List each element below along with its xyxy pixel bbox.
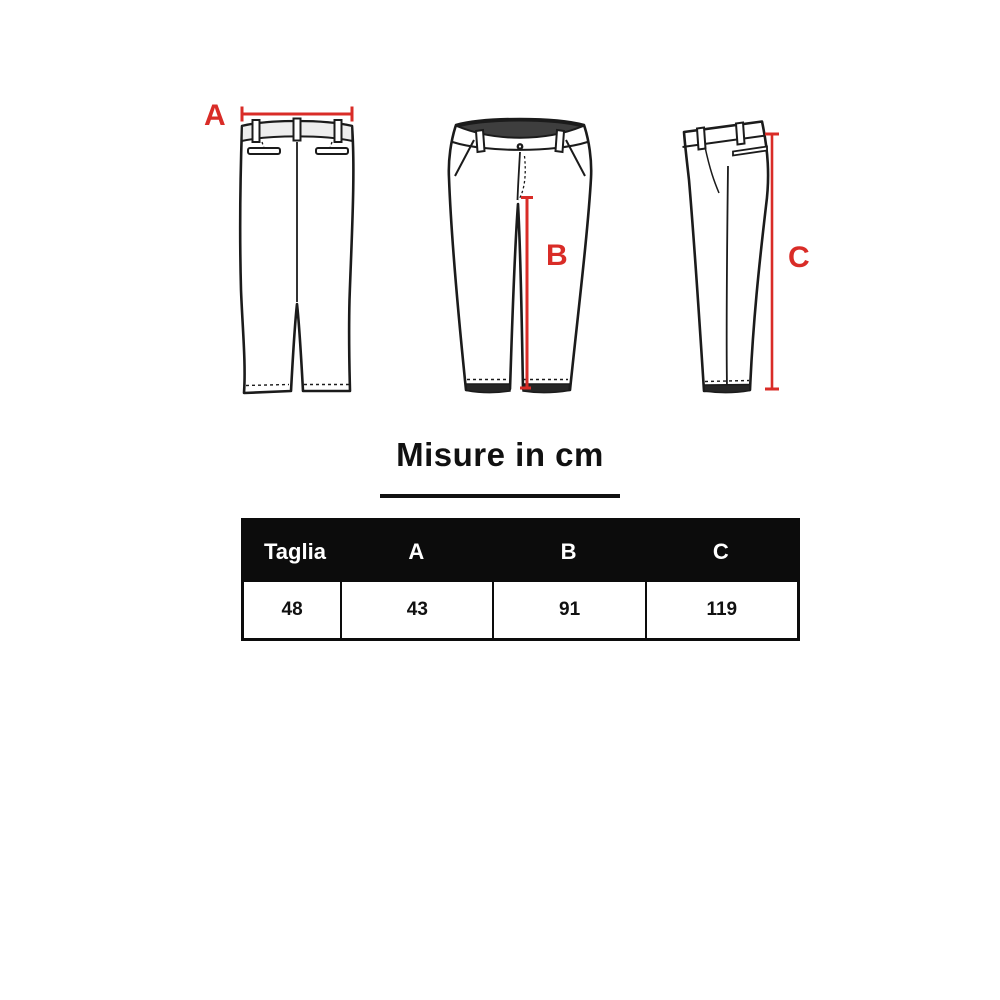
size-table-header [244, 521, 797, 582]
cell-b: 91 [492, 582, 644, 638]
measure-label-a: A [204, 99, 226, 132]
column-header-c: C [712, 538, 729, 564]
belt-loop [335, 120, 342, 142]
column-header-b: B [560, 538, 577, 564]
size-table [241, 518, 800, 641]
column-header-a: A [408, 538, 425, 564]
pants-back-view-drawing [240, 107, 353, 394]
belt-loop [556, 130, 565, 152]
measure-label-b: B [546, 239, 568, 272]
belt-loop [253, 120, 260, 142]
belt-loop [736, 123, 745, 145]
belt-loop [294, 119, 301, 141]
belt-loop [697, 128, 706, 150]
title-underline [380, 494, 620, 498]
pants-front-view-drawing [449, 119, 591, 393]
belt-loop [476, 130, 485, 152]
cell-a: 43 [340, 582, 492, 638]
size-table-row [244, 582, 797, 638]
pants-side-view-drawing [683, 122, 780, 393]
measure-label-c: C [788, 241, 810, 274]
column-header-taglia: Taglia [264, 538, 326, 564]
back-pocket-welt [316, 148, 348, 154]
cell-c: 119 [645, 582, 797, 638]
cell-taglia: 48 [281, 599, 303, 620]
back-pocket-welt [248, 148, 280, 154]
page-title: Misure in cm [396, 436, 604, 473]
